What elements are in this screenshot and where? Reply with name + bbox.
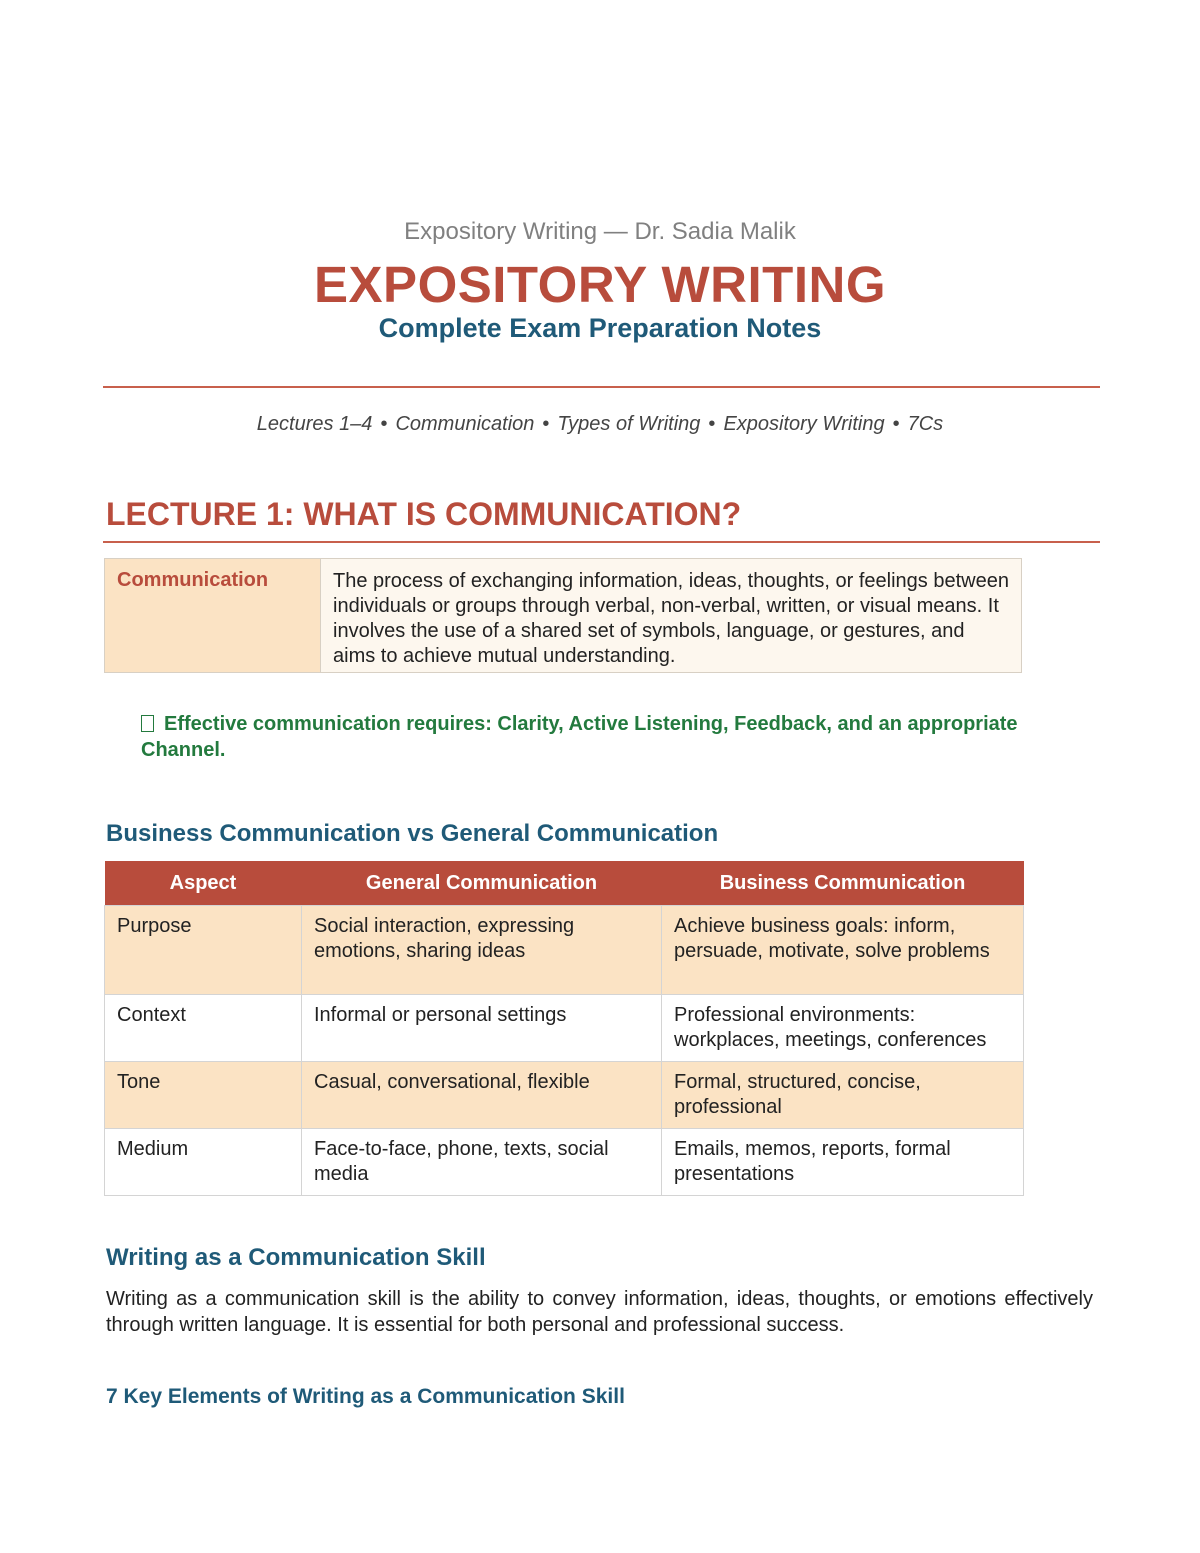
writing-skill-heading: Writing as a Communication Skill	[106, 1244, 486, 1271]
table-cell: Achieve business goals: inform, persuade, motivate, solve problems	[662, 906, 1024, 995]
table-header-row	[105, 861, 1024, 906]
topic-item: Expository Writing	[723, 413, 885, 435]
table-row	[105, 1129, 1024, 1196]
topic-item: 7Cs	[907, 413, 944, 435]
tip-text: Effective communication requires: Clarity, Active Listening, Feedback, and an appropriate Channel.	[141, 713, 1018, 761]
table-row	[105, 906, 1024, 995]
topics-line	[0, 413, 1200, 436]
table-cell: Informal or personal settings	[302, 995, 662, 1062]
comparison-heading: Business Communication vs General Communication	[106, 820, 719, 847]
table-cell: Casual, conversational, flexible	[302, 1062, 662, 1129]
lecture-divider	[103, 541, 1100, 543]
topic-item: Communication	[395, 413, 535, 435]
writing-skill-paragraph: Writing as a communication skill is the ability to convey information, ideas, thoughts, or emotions effectively through written language. It is essential for both personal and professional success.	[106, 1288, 1093, 1336]
definition-text: The process of exchanging information, ideas, thoughts, or feelings between individuals or groups through verbal, non-verbal, written, or visual means. It involves the use of a shared set of symbols, language, or gestures, and aims to achieve mutual understanding.	[321, 559, 1021, 672]
column-header: Business Communication	[662, 861, 1024, 906]
title-divider	[103, 386, 1100, 388]
column-header: General Communication	[302, 861, 662, 906]
comparison-table	[104, 861, 1024, 1196]
table-cell: Tone	[105, 1062, 302, 1129]
lecture-heading: LECTURE 1: WHAT IS COMMUNICATION?	[106, 496, 742, 532]
table-cell: Context	[105, 995, 302, 1062]
topic-item: Lectures 1–4	[256, 413, 373, 435]
document-title: EXPOSITORY WRITING	[314, 256, 886, 313]
table-cell: Social interaction, expressing emotions, sharing ideas	[302, 906, 662, 995]
table-row	[105, 1062, 1024, 1129]
table-cell: Emails, memos, reports, formal presentations	[662, 1129, 1024, 1196]
running-header: Expository Writing — Dr. Sadia Malik	[404, 218, 796, 245]
tip-callout	[141, 711, 1096, 763]
definition-box	[104, 558, 1022, 673]
table-cell: Professional environments: workplaces, meetings, conferences	[662, 995, 1024, 1062]
column-header: Aspect	[105, 861, 302, 906]
key-elements-heading: 7 Key Elements of Writing as a Communication Skill	[106, 1385, 625, 1408]
topic-separator: •	[892, 413, 900, 435]
table-cell: Purpose	[105, 906, 302, 995]
table-cell: Formal, structured, concise, professional	[662, 1062, 1024, 1129]
topic-separator: •	[708, 413, 716, 435]
document-subtitle: Complete Exam Preparation Notes	[378, 313, 822, 343]
topic-separator: •	[380, 413, 388, 435]
table-cell: Medium	[105, 1129, 302, 1196]
topic-item: Types of Writing	[557, 413, 701, 435]
table-cell: Face-to-face, phone, texts, social media	[302, 1129, 662, 1196]
topic-separator: •	[542, 413, 550, 435]
table-row	[105, 995, 1024, 1062]
definition-term: Communication	[105, 559, 321, 672]
lightbulb-icon	[141, 715, 154, 732]
